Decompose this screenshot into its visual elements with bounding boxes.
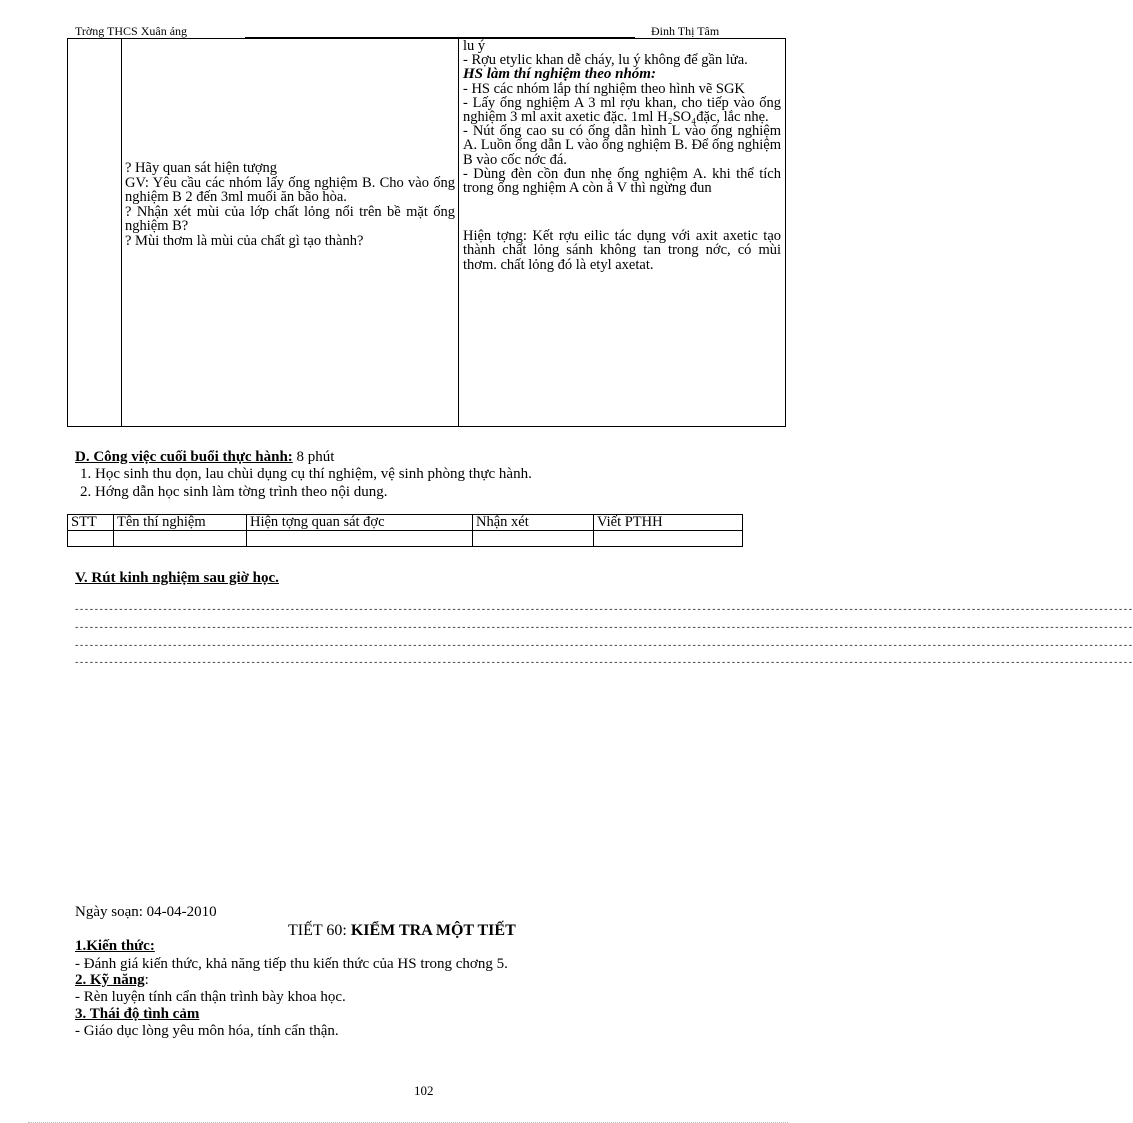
- header-school: Trờng THCS Xuân áng: [75, 24, 188, 38]
- report-table: [67, 514, 743, 547]
- header-remark: Nhận xét: [473, 515, 594, 531]
- experiment-result: Hiện tợng: Kết rợu eilic tác dụng với axit axetic tạo thành chất lỏng sánh không tan trong nớc, có mùi thơm. chất lỏng đó là etyl axetat.: [463, 228, 781, 273]
- section-v-heading: [75, 570, 279, 586]
- knowledge-text: - Đánh giá kiến thức, khả năng tiếp thu kiến thức của HS trong chơng 5.: [75, 956, 508, 972]
- section-d-title: D. Công việc cuối buổi thực hành:: [75, 449, 293, 465]
- cell-empty: [114, 531, 247, 547]
- header-phenomenon: Hiện tợng quan sát đợc: [247, 515, 473, 531]
- step-3: - Nút ống cao su có ống dẫn hình L vào ống nghiệm A. Luồn ống dẫn L vào ống nghiệm B. Để ống nghiệm B vào cốc nớc đá.: [463, 123, 781, 168]
- skills-colon: :: [144, 972, 149, 988]
- skills-heading: [75, 972, 149, 988]
- dash-line-3: ------------------------------------------------------------------------------------------------------------------------------------------------------------------------------------------------------------------------: [74, 641, 1133, 651]
- col-student-activity: [459, 39, 786, 427]
- teacher-question-1: ? Hãy quan sát hiện tượng: [125, 160, 278, 176]
- section-d-heading: [75, 449, 334, 465]
- knowledge-heading: [75, 938, 155, 954]
- header-teacher: Đinh Thị Tâm: [651, 24, 720, 38]
- col-left-empty: [68, 39, 122, 427]
- cell-empty: [473, 531, 594, 547]
- lesson-title-main: KIỂM TRA MỘT TIẾT: [350, 922, 516, 939]
- attitude-title: 3. Thái độ tình cảm: [75, 1006, 200, 1022]
- knowledge-title: 1.Kiến thức:: [75, 938, 155, 954]
- lesson-title-prefix: TIẾT 60:: [288, 922, 351, 939]
- section-d-time: 8 phút: [292, 449, 335, 465]
- report-table-header-row: [68, 515, 743, 531]
- header-stt: STT: [68, 515, 114, 531]
- attitude-heading: [75, 1006, 199, 1022]
- section-d-item-1: 1. Học sinh thu dọn, lau chùi dụng cụ thí nghiệm, vệ sinh phòng thực hành.: [80, 466, 532, 482]
- lesson-title: [288, 922, 516, 940]
- page-number: 102: [414, 1083, 434, 1098]
- step-4: - Dùng đèn cồn đun nhẹ ống nghiệm A. khi thể tích trong ống nghiệm A còn ắ V thì ngừng đun: [463, 165, 781, 197]
- teacher-question-3: ? Mùi thơm là mùi của chất gì tạo thành?: [125, 232, 364, 249]
- lesson-date: Ngày soạn: 04-04-2010: [75, 904, 217, 920]
- cell-empty: [247, 531, 473, 547]
- note-top: lu ý: [463, 38, 486, 54]
- cell-empty: [68, 531, 114, 547]
- dash-line-4: ------------------------------------------------------------------------------------------------------------------------------------------------------------------------------------------------------------------------: [74, 658, 1133, 668]
- cell-empty: [594, 531, 743, 547]
- lesson-activity-table: [67, 38, 786, 427]
- skills-title: 2. Kỹ năng: [75, 972, 145, 988]
- dash-line-1: ------------------------------------------------------------------------------------------------------------------------------------------------------------------------------------------------------------------------: [74, 605, 1133, 615]
- section-v-title: V. Rút kinh nghiệm sau giờ học.: [75, 570, 279, 586]
- header-equation: Viết PTHH: [594, 515, 743, 531]
- experiment-heading: HS làm thí nghiệm theo nhóm:: [463, 66, 656, 83]
- teacher-question-2: ? Nhận xét mùi của lớp chất lỏng nổi trên bề mặt ống nghiệm B?: [125, 203, 455, 234]
- attitude-text: - Giáo dục lòng yêu môn hóa, tính cẩn thận.: [75, 1023, 339, 1039]
- skills-text: - Rèn luyện tính cẩn thận trình bày khoa học.: [75, 989, 346, 1005]
- dash-line-2: ------------------------------------------------------------------------------------------------------------------------------------------------------------------------------------------------------------------------: [74, 623, 1133, 633]
- header-experiment-name: Tên thí nghiệm: [114, 515, 247, 531]
- report-table-empty-row: [68, 531, 743, 547]
- step-1: - HS các nhóm lắp thí nghiệm theo hình vẽ SGK: [463, 80, 745, 97]
- step-2: - Lấy ống nghiệm A 3 ml rợu khan, cho tiếp vào ống nghiệm 3 ml axit axetic đặc. 1ml H₂SO₄đặc, lắc nhẹ.: [463, 94, 781, 126]
- col-teacher-activity: [122, 39, 459, 427]
- section-d-item-2: 2. Hớng dẫn học sinh làm tờng trình theo nội dung.: [80, 484, 388, 500]
- note-safety: - Rợu etylic khan dễ cháy, lu ý không để gần lửa.: [463, 52, 748, 69]
- teacher-instruction: GV: Yêu cầu các nhóm lấy ống nghiệm B. Cho vào ống nghiệm B 2 đến 3ml muối ăn bão hòa.: [125, 174, 455, 205]
